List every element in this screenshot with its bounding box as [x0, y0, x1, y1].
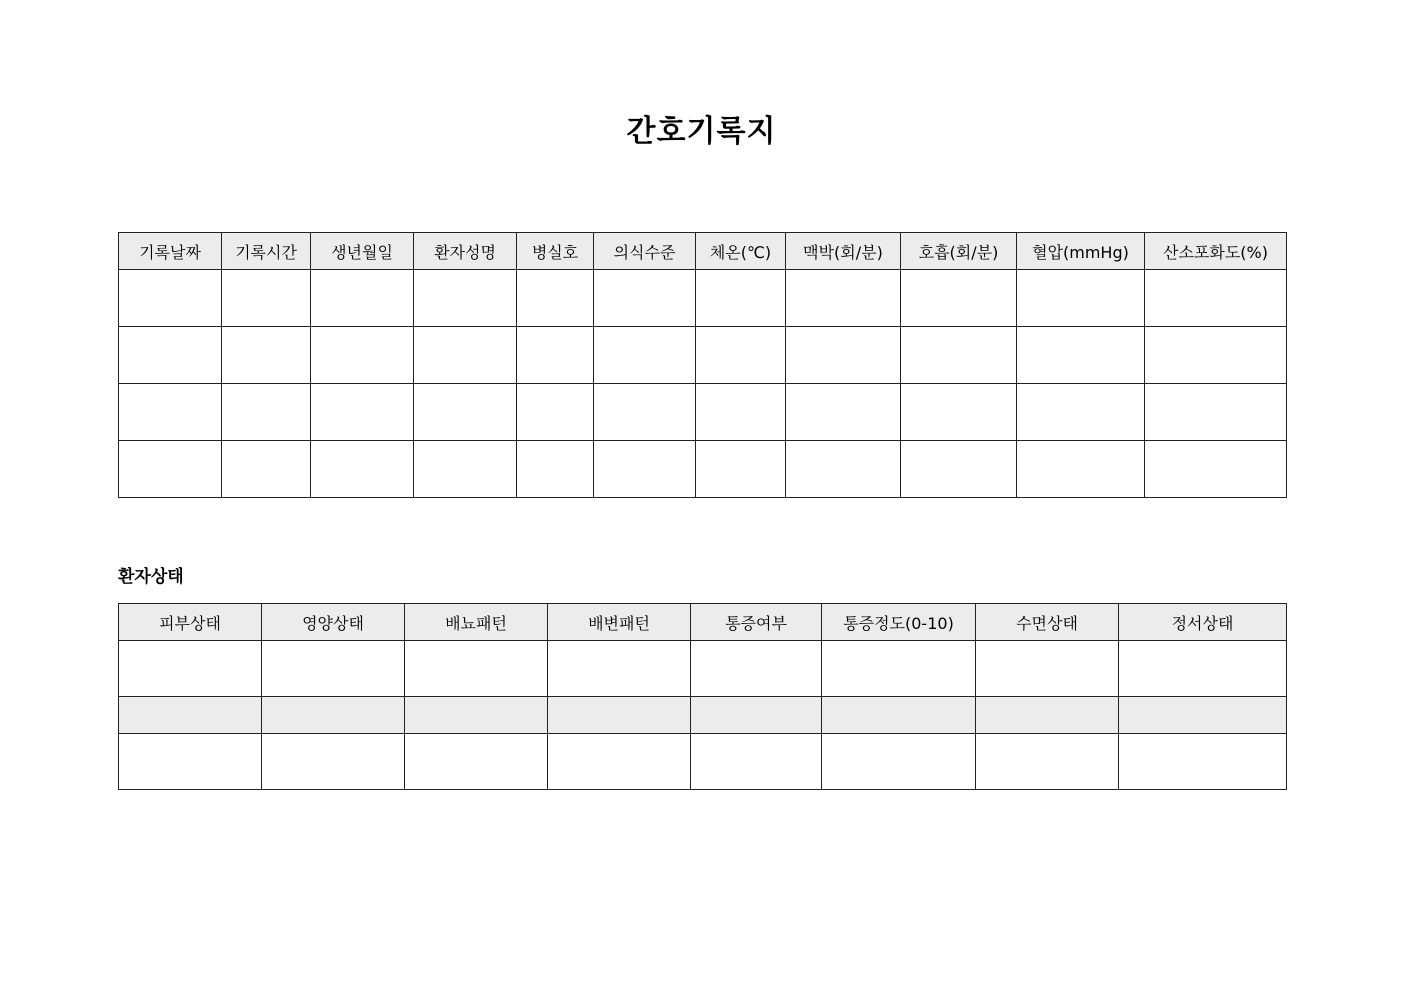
table-cell[interactable] [1017, 441, 1145, 498]
table-cell[interactable] [311, 441, 414, 498]
table-cell[interactable] [901, 441, 1017, 498]
header-birth-date: 생년월일 [311, 233, 414, 270]
table-cell[interactable] [822, 641, 976, 697]
table-cell[interactable] [222, 441, 311, 498]
header-pain-level: 통증정도(0-10) [822, 604, 976, 641]
header-bowel-pattern: 배변패턴 [548, 604, 691, 641]
header-skin-condition: 피부상태 [119, 604, 262, 641]
table-cell[interactable] [1017, 327, 1145, 384]
table-cell[interactable] [222, 327, 311, 384]
table-cell[interactable] [119, 270, 222, 327]
table-cell[interactable] [1017, 384, 1145, 441]
table-cell[interactable] [786, 270, 901, 327]
table-cell[interactable] [517, 384, 594, 441]
table-row [119, 327, 1287, 384]
status-header-row [119, 604, 1287, 641]
table-cell[interactable] [405, 697, 548, 734]
table-cell[interactable] [696, 270, 786, 327]
table-cell[interactable] [786, 384, 901, 441]
vitals-header-row [119, 233, 1287, 270]
table-cell[interactable] [822, 697, 976, 734]
table-cell[interactable] [517, 441, 594, 498]
table-cell[interactable] [517, 270, 594, 327]
table-cell[interactable] [1119, 697, 1287, 734]
table-cell[interactable] [262, 697, 405, 734]
table-cell[interactable] [119, 697, 262, 734]
table-cell[interactable] [976, 734, 1119, 790]
table-cell[interactable] [594, 327, 696, 384]
table-cell[interactable] [517, 327, 594, 384]
table-cell[interactable] [1145, 327, 1287, 384]
table-cell[interactable] [311, 270, 414, 327]
header-consciousness: 의식수준 [594, 233, 696, 270]
table-row [119, 641, 1287, 697]
table-cell[interactable] [1145, 384, 1287, 441]
table-cell[interactable] [1145, 270, 1287, 327]
header-record-time: 기록시간 [222, 233, 311, 270]
table-cell[interactable] [222, 384, 311, 441]
table-cell[interactable] [594, 270, 696, 327]
table-cell[interactable] [691, 641, 822, 697]
table-cell[interactable] [414, 270, 517, 327]
table-row [119, 441, 1287, 498]
table-cell[interactable] [696, 441, 786, 498]
header-blood-pressure: 혈압(mmHg) [1017, 233, 1145, 270]
header-nutrition-status: 영양상태 [262, 604, 405, 641]
table-cell[interactable] [594, 384, 696, 441]
table-cell[interactable] [119, 734, 262, 790]
table-cell[interactable] [262, 641, 405, 697]
table-cell[interactable] [119, 641, 262, 697]
table-cell[interactable] [901, 270, 1017, 327]
header-respiration: 호흡(회/분) [901, 233, 1017, 270]
table-cell[interactable] [691, 734, 822, 790]
table-cell[interactable] [696, 384, 786, 441]
table-cell[interactable] [1119, 734, 1287, 790]
table-cell[interactable] [786, 441, 901, 498]
table-cell[interactable] [311, 327, 414, 384]
table-cell[interactable] [119, 441, 222, 498]
table-cell[interactable] [311, 384, 414, 441]
header-patient-name: 환자성명 [414, 233, 517, 270]
page-title: 간호기록지 [626, 114, 777, 149]
table-cell[interactable] [405, 641, 548, 697]
header-pulse: 맥박(회/분) [786, 233, 901, 270]
table-row [119, 270, 1287, 327]
vitals-table [118, 232, 1287, 498]
table-cell[interactable] [1017, 270, 1145, 327]
table-cell[interactable] [822, 734, 976, 790]
header-oxygen-saturation: 산소포화도(%) [1145, 233, 1287, 270]
table-cell[interactable] [414, 327, 517, 384]
table-cell[interactable] [414, 441, 517, 498]
table-cell[interactable] [901, 384, 1017, 441]
header-pain-presence: 통증여부 [691, 604, 822, 641]
table-cell[interactable] [976, 697, 1119, 734]
table-cell[interactable] [786, 327, 901, 384]
table-cell[interactable] [119, 384, 222, 441]
header-temperature: 체온(℃) [696, 233, 786, 270]
table-cell[interactable] [414, 384, 517, 441]
table-cell[interactable] [901, 327, 1017, 384]
table-cell[interactable] [548, 697, 691, 734]
table-cell[interactable] [691, 697, 822, 734]
header-room-number: 병실호 [517, 233, 594, 270]
table-cell[interactable] [696, 327, 786, 384]
table-row [119, 384, 1287, 441]
header-emotional-status: 정서상태 [1119, 604, 1287, 641]
table-cell[interactable] [405, 734, 548, 790]
patient-status-heading: 환자상태 [118, 567, 184, 587]
header-sleep-status: 수면상태 [976, 604, 1119, 641]
table-cell[interactable] [548, 734, 691, 790]
header-record-date: 기록날짜 [119, 233, 222, 270]
table-row [119, 734, 1287, 790]
table-row [119, 697, 1287, 734]
table-cell[interactable] [222, 270, 311, 327]
table-cell[interactable] [594, 441, 696, 498]
header-urination-pattern: 배뇨패턴 [405, 604, 548, 641]
table-cell[interactable] [1119, 641, 1287, 697]
patient-status-table [118, 603, 1287, 790]
table-cell[interactable] [1145, 441, 1287, 498]
table-cell[interactable] [976, 641, 1119, 697]
table-cell[interactable] [119, 327, 222, 384]
table-cell[interactable] [548, 641, 691, 697]
table-cell[interactable] [262, 734, 405, 790]
